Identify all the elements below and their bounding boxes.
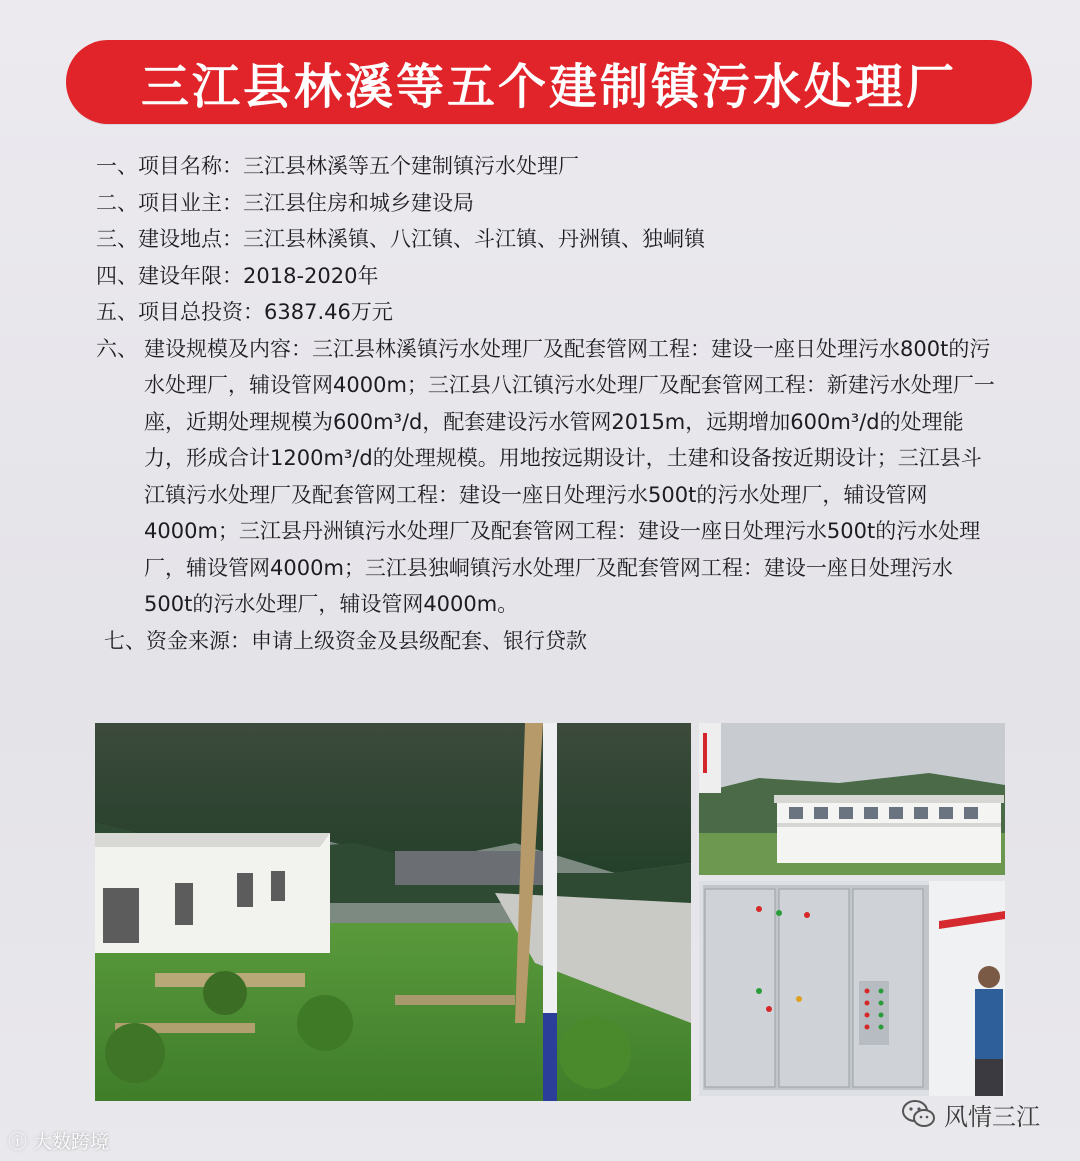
title-banner: [66, 40, 1032, 124]
item-number: 一、: [96, 154, 138, 178]
info-item-7: [96, 623, 1001, 660]
brand-logo-icon: ⓘ: [8, 1130, 28, 1153]
item-number: 四、: [96, 263, 138, 288]
left-brand-text: 大数跨境: [33, 1130, 110, 1153]
item-text: 建设年限：2018-2020年: [138, 263, 379, 288]
info-item-2: [96, 185, 1001, 222]
item-number: 五、: [96, 300, 138, 324]
item-text: 资金来源：申请上级资金及县级配套、银行贷款: [146, 628, 587, 653]
item-number: 二、: [96, 190, 138, 215]
item-number: 六、: [96, 336, 138, 361]
item-text: 建设地点：三江县林溪镇、八江镇、斗江镇、丹洲镇、独峒镇: [138, 227, 705, 251]
page-title: 三江县林溪等五个建制镇污水处理厂: [140, 58, 957, 115]
project-info: [96, 148, 1001, 659]
item-text: 项目业主：三江县住房和城乡建设局: [138, 190, 474, 215]
item-number: 七、: [104, 628, 146, 653]
info-item-5: [96, 294, 1001, 331]
item-text: 建设规模及内容：三江县林溪镇污水处理厂及配套管网工程：建设一座日处理污水800t的污水处理厂，辅设管网4000m；三江县八江镇污水处理厂及配套管网工程：新建污水处理厂一座，近期处理规模为600m³/d，配套建设污水管网2015m，远期增加600m³/d的处理能力，形成合计1200m³/d的处理规模。用地按远期设计，土建和设备按近期设计；三江县斗江镇污水处理厂及配套管网工程：建设一座日处理污水500t的污水处理厂，辅设管网4000m；三江县丹洲镇污水处理厂及配套管网工程：建设一座日处理污水500t的污水处理厂，辅设管网4000m；三江县独峒镇污水处理厂及配套管网工程：建设一座日处理污水500t的污水处理厂，辅设管网4000m。: [144, 336, 995, 616]
info-item-4: [96, 258, 1001, 295]
left-watermark: [8, 1127, 109, 1153]
wechat-icon: [902, 1099, 936, 1129]
item-number: 三、: [96, 227, 138, 251]
control-room-image: [699, 881, 1005, 1096]
right-watermark: [902, 1094, 1040, 1134]
info-item-1: [96, 148, 1001, 185]
control-room-photo: [699, 881, 1005, 1096]
plant-site-photo: [95, 723, 691, 1101]
plant-building-photo: [699, 723, 1005, 875]
right-brand-text: 风情三江: [944, 1102, 1040, 1131]
item-text: 项目总投资：6387.46万元: [138, 300, 393, 324]
info-item-3: [96, 221, 1001, 258]
plant-building-image: [699, 723, 1005, 875]
item-text: 项目名称：三江县林溪等五个建制镇污水处理厂: [138, 154, 579, 178]
plant-site-image: [95, 723, 691, 1101]
info-item-6: [96, 331, 1001, 623]
